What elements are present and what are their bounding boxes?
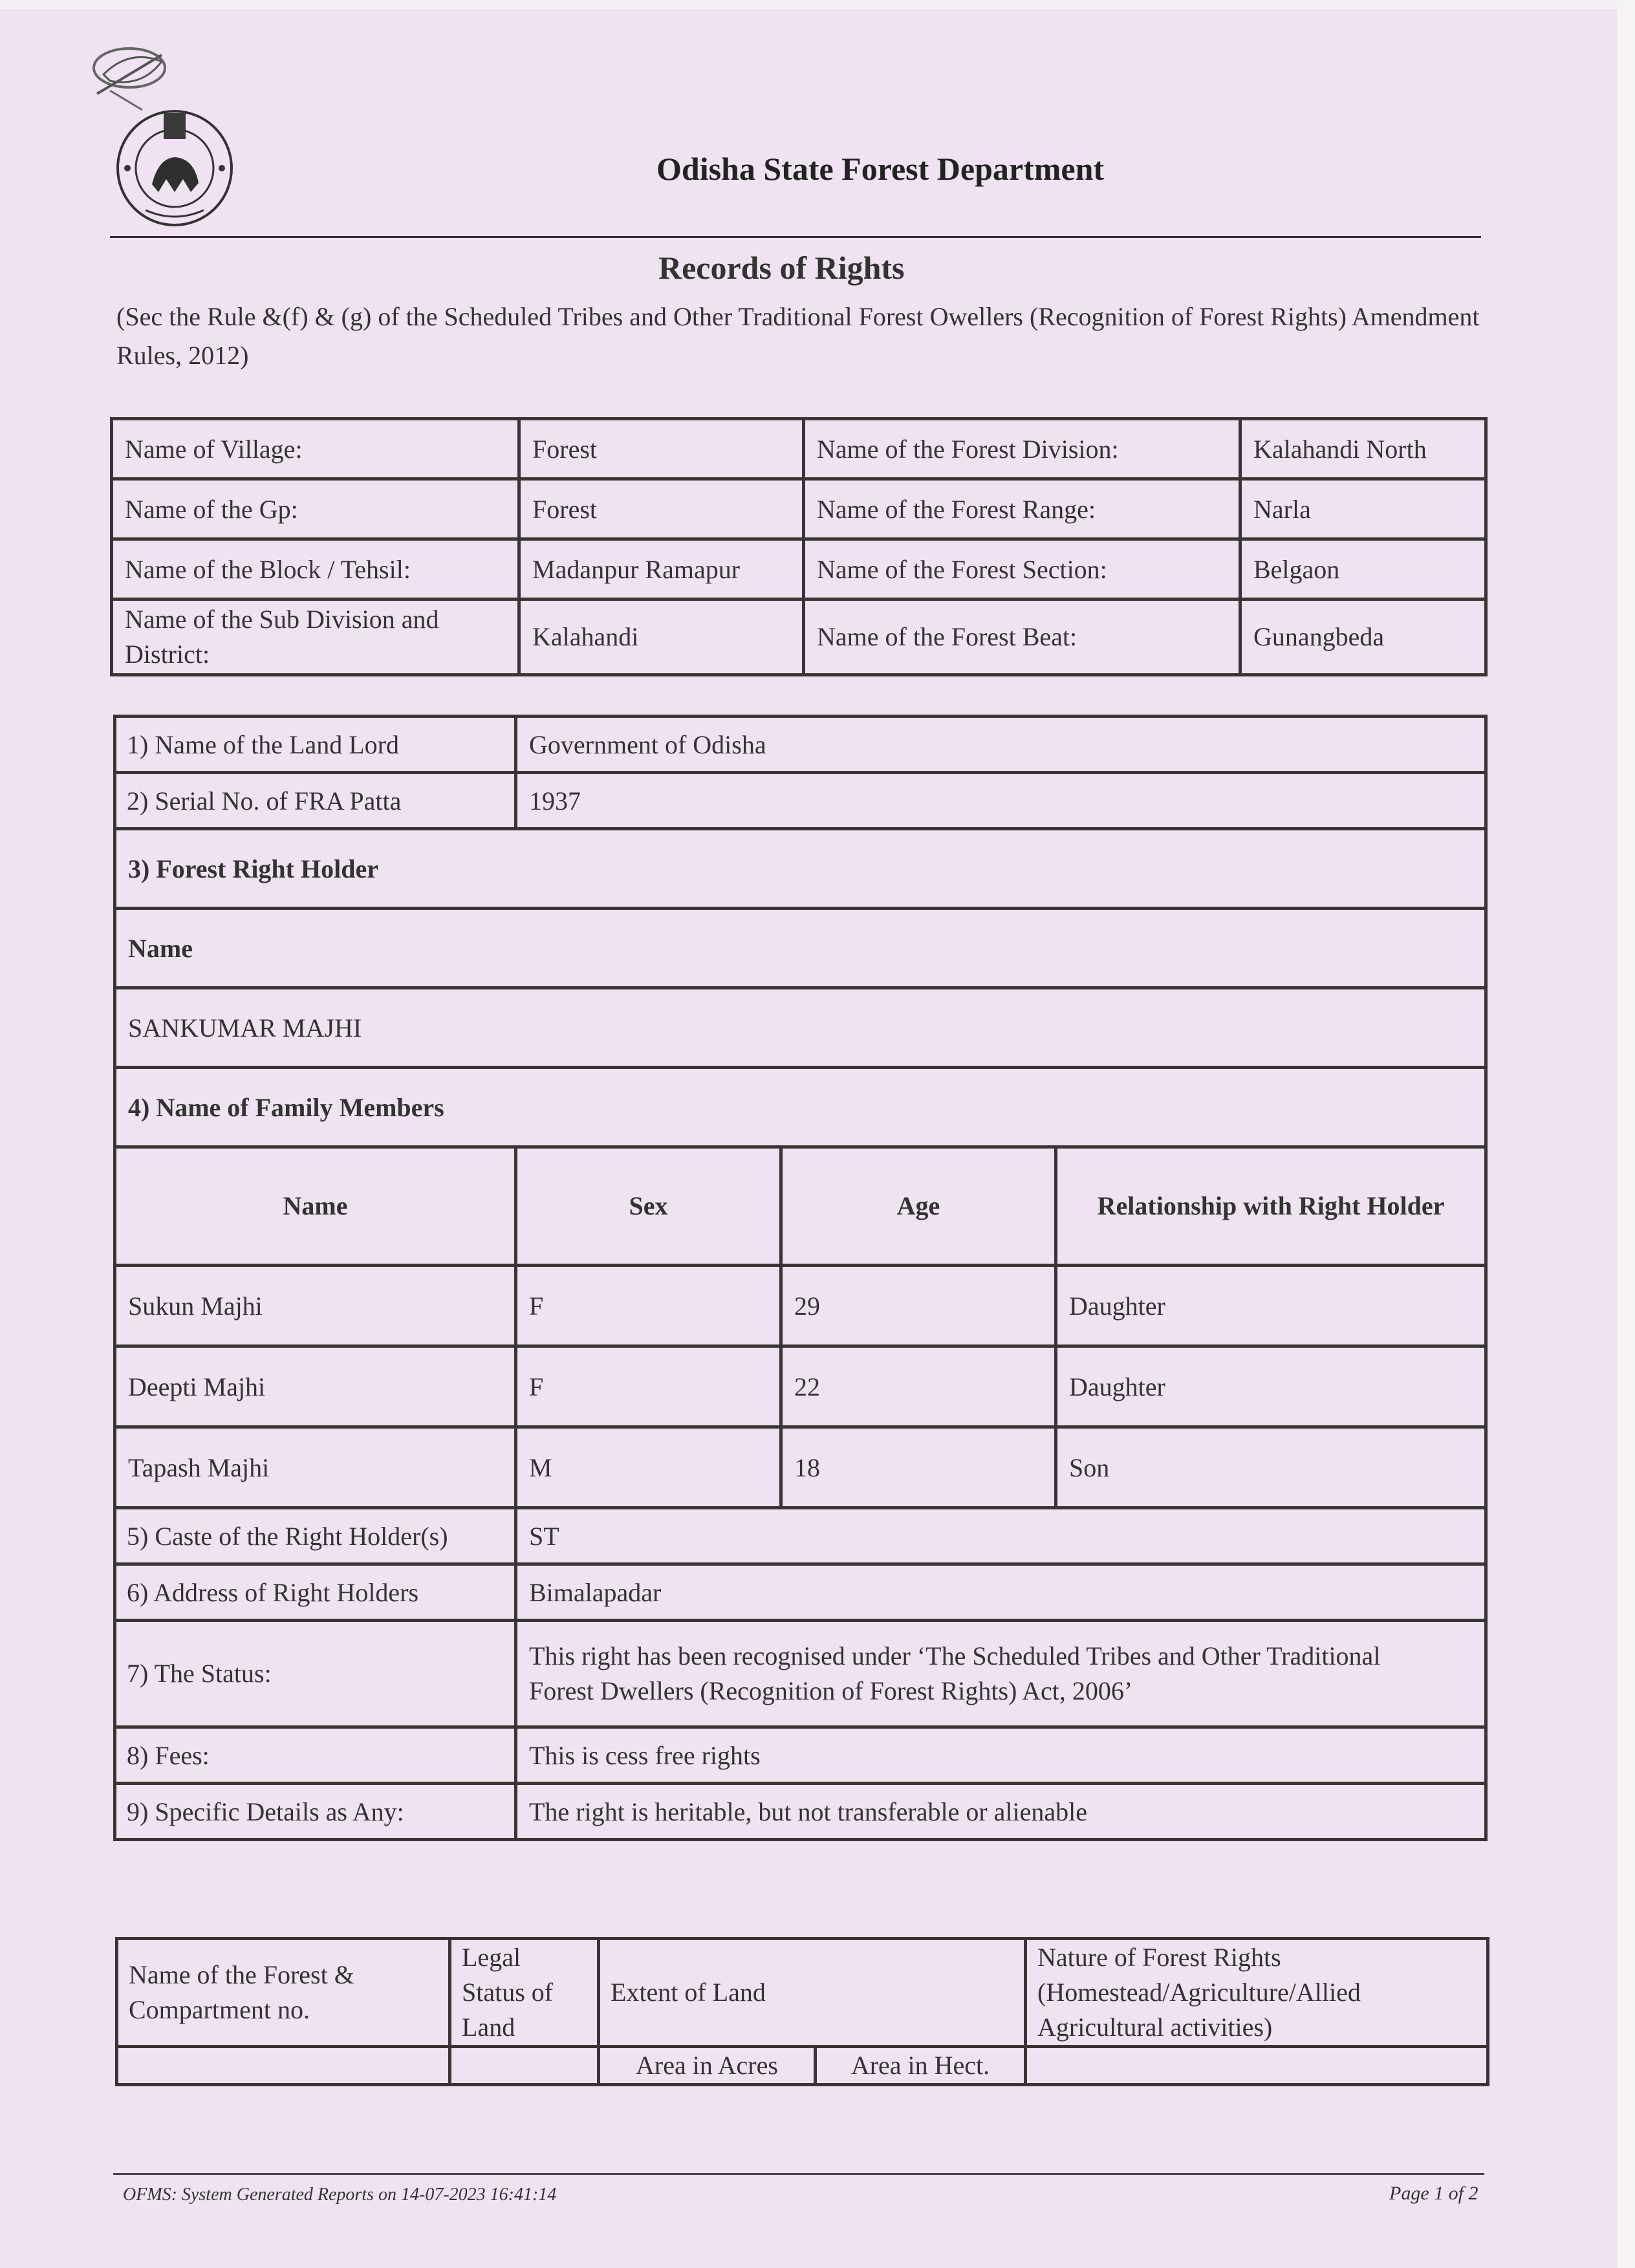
column-header-name: Name bbox=[115, 1147, 516, 1266]
location-row bbox=[112, 479, 1486, 539]
forest-compartment-cell bbox=[117, 2047, 450, 2085]
column-header-sex: Sex bbox=[516, 1147, 781, 1266]
block-value: Madanpur Ramapur bbox=[519, 539, 804, 599]
caste-row bbox=[115, 1508, 1486, 1564]
holder-name-row bbox=[115, 988, 1486, 1068]
patta-value: 1937 bbox=[516, 773, 1486, 829]
forest-section-value: Belgaon bbox=[1240, 539, 1486, 599]
block-label: Name of the Block / Tehsil: bbox=[112, 539, 519, 599]
forest-division-value: Kalahandi North bbox=[1240, 419, 1486, 479]
land-lord-label: 1) Name of the Land Lord bbox=[115, 717, 516, 773]
member-relationship: Daughter bbox=[1056, 1346, 1486, 1427]
forest-section-label: Name of the Forest Section: bbox=[804, 539, 1240, 599]
status-line-2: Forest Dwellers (Recognition of Forest Rights) Act, 2006’ bbox=[529, 1676, 1133, 1705]
patta-label: 2) Serial No. of FRA Patta bbox=[115, 773, 516, 829]
member-age: 22 bbox=[781, 1346, 1056, 1427]
status-label: 7) The Status: bbox=[115, 1621, 516, 1727]
fees-label: 8) Fees: bbox=[115, 1727, 516, 1784]
family-member-row bbox=[115, 1346, 1486, 1427]
member-sex: F bbox=[516, 1346, 781, 1427]
member-name: Tapash Majhi bbox=[115, 1427, 516, 1508]
forest-beat-label: Name of the Forest Beat: bbox=[804, 599, 1240, 675]
land-table-subheader-row bbox=[117, 2047, 1488, 2085]
location-row bbox=[112, 419, 1486, 479]
specific-details-row bbox=[115, 1784, 1486, 1840]
specific-details-label: 9) Specific Details as Any: bbox=[115, 1784, 516, 1840]
subdivision-label: Name of the Sub Division and District: bbox=[112, 599, 519, 675]
department-title: Odisha State Forest Department bbox=[656, 151, 1105, 187]
header-divider bbox=[110, 236, 1481, 238]
column-header-age: Age bbox=[781, 1147, 1056, 1266]
column-header-relationship: Relationship with Right Holder bbox=[1056, 1147, 1486, 1266]
status-value bbox=[516, 1621, 1486, 1727]
member-name: Sukun Majhi bbox=[115, 1266, 516, 1346]
address-label: 6) Address of Right Holders bbox=[115, 1564, 516, 1621]
land-lord-value: Government of Odisha bbox=[516, 717, 1486, 773]
odisha-emblem-logo bbox=[113, 107, 236, 230]
area-acres-header: Area in Acres bbox=[599, 2047, 816, 2085]
scan-edge-top bbox=[0, 0, 1635, 9]
status-line-1: This right has been recognised under ‘The Scheduled Tribes and Other Traditional bbox=[529, 1641, 1381, 1670]
member-relationship: Daughter bbox=[1056, 1266, 1486, 1346]
document-title: Records of Rights bbox=[658, 250, 905, 286]
member-age: 18 bbox=[781, 1427, 1056, 1508]
member-sex: M bbox=[516, 1427, 781, 1508]
caste-value: ST bbox=[516, 1508, 1486, 1564]
gp-value: Forest bbox=[519, 479, 804, 539]
address-row bbox=[115, 1564, 1486, 1621]
forest-compartment-header: Name of the Forest & Compartment no. bbox=[117, 1939, 450, 2047]
legal-status-header: Legal Status of Land bbox=[450, 1939, 599, 2047]
holder-name: SANKUMAR MAJHI bbox=[115, 988, 1486, 1068]
village-value: Forest bbox=[519, 419, 804, 479]
village-label: Name of Village: bbox=[112, 419, 519, 479]
member-sex: F bbox=[516, 1266, 781, 1346]
scan-edge-right bbox=[1617, 0, 1635, 2268]
page-number: Page 1 of 2 bbox=[1389, 2183, 1478, 2204]
family-member-row bbox=[115, 1427, 1486, 1508]
land-table bbox=[115, 1937, 1489, 2086]
name-heading-row bbox=[115, 909, 1486, 988]
caste-label: 5) Caste of the Right Holder(s) bbox=[115, 1508, 516, 1564]
forest-range-label: Name of the Forest Range: bbox=[804, 479, 1240, 539]
land-lord-row bbox=[115, 717, 1486, 773]
member-relationship: Son bbox=[1056, 1427, 1486, 1508]
ink-scribble bbox=[84, 42, 188, 113]
name-heading: Name bbox=[115, 909, 1486, 988]
forest-range-value: Narla bbox=[1240, 479, 1486, 539]
footer-generated-note: OFMS: System Generated Reports on 14-07-2023 16:41:14 bbox=[123, 2185, 557, 2205]
location-row bbox=[112, 599, 1486, 675]
location-table bbox=[110, 417, 1488, 676]
area-hect-header: Area in Hect. bbox=[816, 2047, 1026, 2085]
extent-of-land-header: Extent of Land bbox=[599, 1939, 1026, 2047]
nature-of-rights-header: Nature of Forest Rights (Homestead/Agriculture/Allied Agricultural activities) bbox=[1026, 1939, 1488, 2047]
gp-label: Name of the Gp: bbox=[112, 479, 519, 539]
family-member-row bbox=[115, 1266, 1486, 1346]
family-heading-row bbox=[115, 1068, 1486, 1147]
subdivision-value: Kalahandi bbox=[519, 599, 804, 675]
fees-value: This is cess free rights bbox=[516, 1727, 1486, 1784]
location-row bbox=[112, 539, 1486, 599]
land-table-header-row bbox=[117, 1939, 1488, 2047]
member-name: Deepti Majhi bbox=[115, 1346, 516, 1427]
fees-row bbox=[115, 1727, 1486, 1784]
right-holder-heading-row bbox=[115, 829, 1486, 909]
legal-status-cell bbox=[450, 2047, 599, 2085]
family-header-row bbox=[115, 1147, 1486, 1266]
right-holder-heading: 3) Forest Right Holder bbox=[115, 829, 1486, 909]
member-age: 29 bbox=[781, 1266, 1056, 1346]
rule-reference: (Sec the Rule &(f) & (g) of the Scheduled Tribes and Other Traditional Forest Owellers (Recognition of Forest Rights) Amendment Rules, 2012) bbox=[116, 302, 1480, 370]
rights-details-table bbox=[113, 715, 1488, 1841]
patta-row bbox=[115, 773, 1486, 829]
forest-division-label: Name of the Forest Division: bbox=[804, 419, 1240, 479]
address-value: Bimalapadar bbox=[516, 1564, 1486, 1621]
footer-divider bbox=[113, 2173, 1484, 2175]
family-heading: 4) Name of Family Members bbox=[115, 1068, 1486, 1147]
nature-of-rights-cell bbox=[1026, 2047, 1488, 2085]
status-row bbox=[115, 1621, 1486, 1727]
specific-details-value: The right is heritable, but not transferable or alienable bbox=[516, 1784, 1486, 1840]
forest-beat-value: Gunangbeda bbox=[1240, 599, 1486, 675]
